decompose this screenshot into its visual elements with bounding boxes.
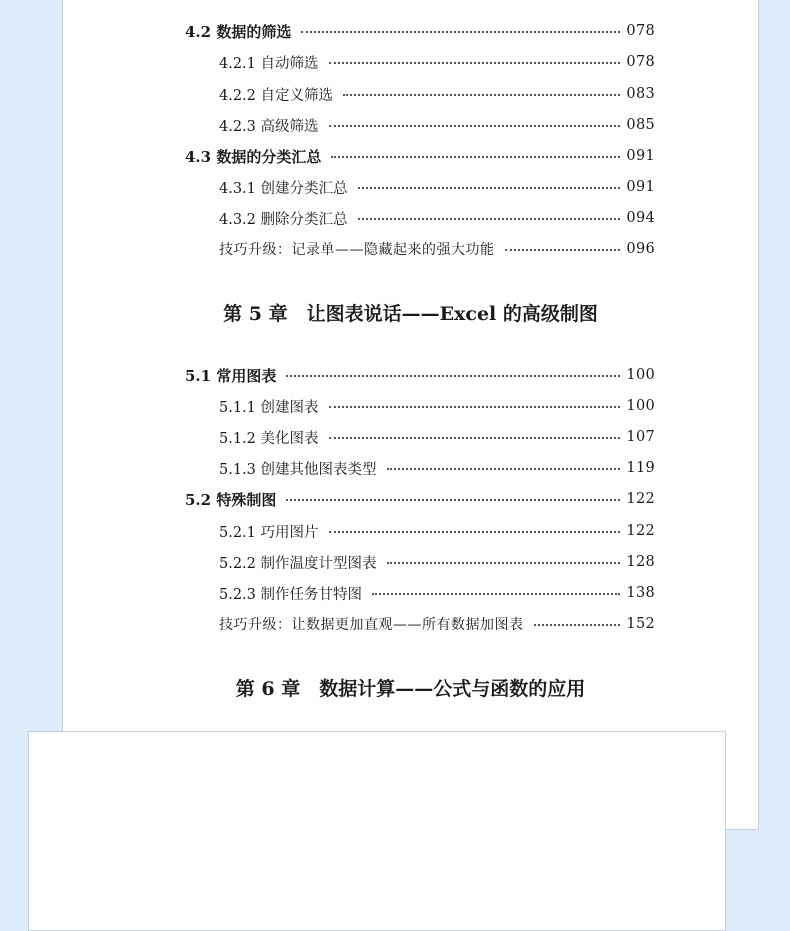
toc-leader-dots	[329, 62, 621, 64]
toc-page-number: 094	[626, 210, 655, 226]
toc-entry-tip-4	[219, 238, 655, 260]
toc-page-number: 078	[626, 54, 655, 70]
toc-leader-dots	[358, 218, 621, 220]
toc-entry-title: 4.2 数据的筛选	[185, 22, 292, 41]
toc-entry-4-3	[185, 145, 655, 167]
toc-entry-4-3-1	[219, 176, 655, 198]
toc-page-number: 091	[626, 148, 655, 164]
toc-page-number: 152	[626, 616, 655, 632]
toc-entry-title: 5.2.1 巧用图片	[219, 524, 319, 541]
chapter-6-heading: 第 6 章 数据计算——公式与函数的应用	[235, 678, 586, 700]
toc-entry-title: 4.2.3 高级筛选	[219, 118, 319, 135]
toc-entry-5-2-2	[219, 551, 655, 573]
toc-leader-dots	[505, 249, 621, 251]
toc-leader-dots	[286, 375, 620, 377]
toc-leader-dots	[343, 94, 620, 96]
toc-page-number: 138	[626, 585, 655, 601]
toc-leader-dots	[301, 31, 620, 33]
toc-page-number: 078	[626, 23, 655, 39]
document-page-front	[28, 731, 726, 931]
toc-leader-dots	[329, 437, 621, 439]
toc-entry-title: 5.1.2 美化图表	[219, 430, 319, 447]
toc-leader-dots	[387, 468, 621, 470]
toc-entry-title: 5.1.3 创建其他图表类型	[219, 461, 377, 478]
toc-leader-dots	[534, 624, 621, 626]
toc-entry-title: 4.2.2 自定义筛选	[219, 87, 334, 104]
chapter-5-heading: 第 5 章 让图表说话——Excel 的高级制图	[223, 303, 598, 325]
toc-entry-4-3-2	[219, 207, 655, 229]
toc-page-number: 100	[626, 367, 655, 383]
toc-entry-4-2-1	[219, 51, 655, 73]
toc-entry-5-2-3	[219, 582, 655, 604]
toc-leader-dots	[329, 531, 621, 533]
toc-entry-4-2	[185, 20, 655, 42]
toc-page-number: 083	[626, 86, 655, 102]
toc-entry-5-2-1	[219, 520, 655, 542]
toc-entry-5-1	[185, 364, 655, 386]
toc-entry-title: 5.1 常用图表	[185, 366, 277, 385]
toc-entry-title: 4.3.2 删除分类汇总	[219, 211, 348, 228]
toc-leader-dots	[358, 187, 621, 189]
toc-entry-5-2	[185, 488, 655, 510]
toc-leader-dots	[331, 156, 620, 158]
toc-leader-dots	[372, 593, 620, 595]
toc-entry-title: 4.3 数据的分类汇总	[185, 147, 322, 166]
toc-entry-title: 5.1.1 创建图表	[219, 399, 319, 416]
toc-page-number: 122	[626, 523, 655, 539]
toc-leader-dots	[387, 562, 621, 564]
toc-entry-title: 4.2.1 自动筛选	[219, 55, 319, 72]
toc-page-number: 085	[626, 117, 655, 133]
toc-entry-title: 4.3.1 创建分类汇总	[219, 180, 348, 197]
toc-entry-5-1-2	[219, 426, 655, 448]
toc-page-number: 100	[626, 398, 655, 414]
toc-page-number: 107	[626, 429, 655, 445]
toc-entry-5-1-1	[219, 395, 655, 417]
toc-leader-dots	[329, 406, 621, 408]
toc-entry-title: 技巧升级：记录单——隐藏起来的强大功能	[219, 242, 495, 258]
toc-entry-5-1-3	[219, 457, 655, 479]
toc-leader-dots	[329, 125, 621, 127]
toc-leader-dots	[286, 499, 620, 501]
toc-entry-title: 5.2.2 制作温度计型图表	[219, 555, 377, 572]
toc-entry-4-2-2	[219, 83, 655, 105]
toc-page-number: 091	[626, 179, 655, 195]
toc-page-number: 122	[626, 491, 655, 507]
toc-entry-title: 5.2 特殊制图	[185, 490, 277, 509]
toc-page-number: 119	[626, 460, 655, 476]
toc-entry-title: 技巧升级：让数据更加直观——所有数据加图表	[219, 617, 524, 633]
toc-page-number: 096	[626, 241, 655, 257]
toc-entry-tip-5	[219, 613, 655, 635]
toc-entry-title: 5.2.3 制作任务甘特图	[219, 586, 363, 603]
toc-entry-4-2-3	[219, 114, 655, 136]
toc-page-number: 128	[626, 554, 655, 570]
